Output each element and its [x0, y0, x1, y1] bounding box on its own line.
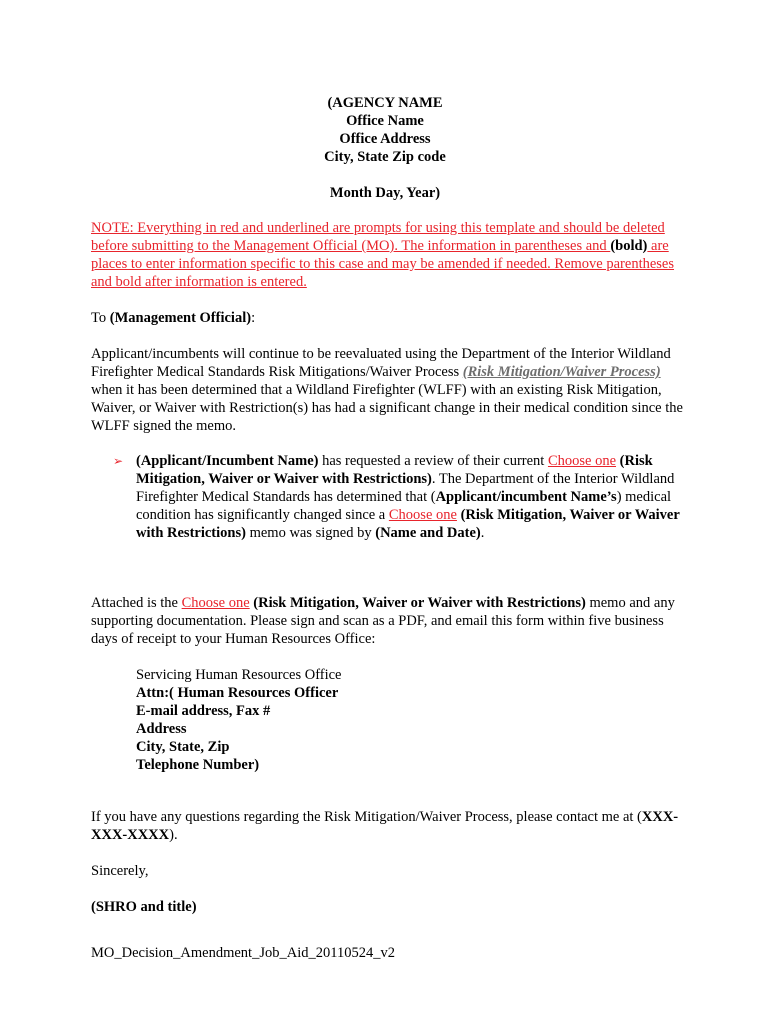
bullet-bold-4: (Name and Date): [375, 525, 481, 541]
bullet-text-3: ) medical condition has significantly changed since a: [136, 489, 672, 523]
choose-one-dropdown-2[interactable]: Choose one: [388, 507, 457, 523]
bullet-name: (Applicant/Incumbent Name): [136, 453, 319, 469]
address-line-2: Attn:( Human Resources Officer: [136, 685, 339, 701]
template-note: [91, 219, 691, 291]
closing: Sincerely,: [91, 863, 149, 879]
intro-paragraph: [91, 345, 691, 435]
signature: (SHRO and title): [91, 899, 197, 915]
address-line-4: Address: [136, 721, 187, 737]
attach-text-1: Attached is the: [91, 595, 182, 611]
attachment-paragraph: [91, 594, 691, 648]
bullet-text-4: memo was signed by: [245, 525, 376, 541]
risk-mitigation-link[interactable]: (Risk Mitigation/Waiver Process): [462, 364, 661, 380]
document-footer: MO_Decision_Amendment_Job_Aid_20110524_v2: [91, 945, 395, 961]
contact-phone: XXX-XXX-XXXX: [91, 809, 679, 843]
contact-text-1: If you have any questions regarding the Risk Mitigation/Waiver Process, please contact me at (: [91, 809, 642, 825]
salutation: [91, 309, 691, 327]
bullet-bold-3: (Risk Mitigation, Waiver or Waiver with Restrictions): [136, 507, 680, 541]
office-address: Office Address: [339, 131, 431, 147]
arrow-bullet-icon: ➢: [113, 454, 124, 468]
salutation-to: To: [91, 310, 110, 326]
address-line-1: Servicing Human Resources Office: [136, 667, 342, 683]
note-text-1: NOTE: Everything in red and underlined are prompts for using this template and should be deleted before submitting to the Management Official (MO). The information in parentheses and: [91, 220, 665, 254]
choose-one-dropdown-1[interactable]: Choose one: [547, 453, 617, 469]
choose-one-dropdown-3[interactable]: Choose one: [181, 595, 250, 611]
address-line-5: City, State, Zip: [136, 739, 230, 755]
bullet-text-2: . The Department of the Interior Wildland Firefighter Medical Standards has determined that (: [136, 471, 675, 505]
agency-name: (AGENCY NAME: [327, 95, 443, 111]
hr-address-block: [136, 666, 536, 774]
contact-paragraph: [91, 808, 691, 844]
address-line-3: E-mail address, Fax #: [136, 703, 271, 719]
office-name: Office Name: [346, 113, 424, 129]
bullet-text: [136, 452, 696, 542]
salutation-colon: :: [251, 310, 256, 326]
intro-text-1: Applicant/incumbents will continue to be reevaluated using the Department of the Interior Wildland Firefighter Medical Standards Risk Mitigations/Waiver Process: [91, 346, 671, 380]
note-text-2: are places to enter information specific to this case and may be amended if needed. Remove parentheses and bold after information is entered.: [91, 238, 675, 290]
contact-text-2: ).: [169, 827, 178, 843]
letter-date: Month Day, Year): [329, 185, 441, 201]
bullet-bold-2: Applicant/incumbent Name’s: [435, 489, 617, 505]
address-line-6: Telephone Number): [136, 757, 260, 773]
bullet-text-5: .: [480, 525, 485, 541]
bullet-bold-1: (Risk Mitigation, Waiver or Waiver with Restrictions): [136, 453, 653, 487]
intro-text-2: when it has been determined that a Wildland Firefighter (WLFF) with an existing Risk Mitigation, Waiver, or Waiver with Restriction(s) has had a significant change in their medical condition since the WLFF signed the memo.: [91, 382, 683, 434]
attach-text-2: memo and any supporting documentation. Please sign and scan as a PDF, and email this form within five business days of receipt to your Human Resources Office:: [91, 595, 675, 647]
bullet-text-1: has requested a review of their current: [318, 453, 548, 469]
city-state-zip: City, State Zip code: [324, 149, 446, 165]
salutation-recipient: (Management Official): [109, 310, 252, 326]
note-bold: (bold): [610, 238, 648, 254]
letter-header: [0, 94, 770, 202]
attach-bold: (Risk Mitigation, Waiver or Waiver with Restrictions): [249, 595, 586, 611]
